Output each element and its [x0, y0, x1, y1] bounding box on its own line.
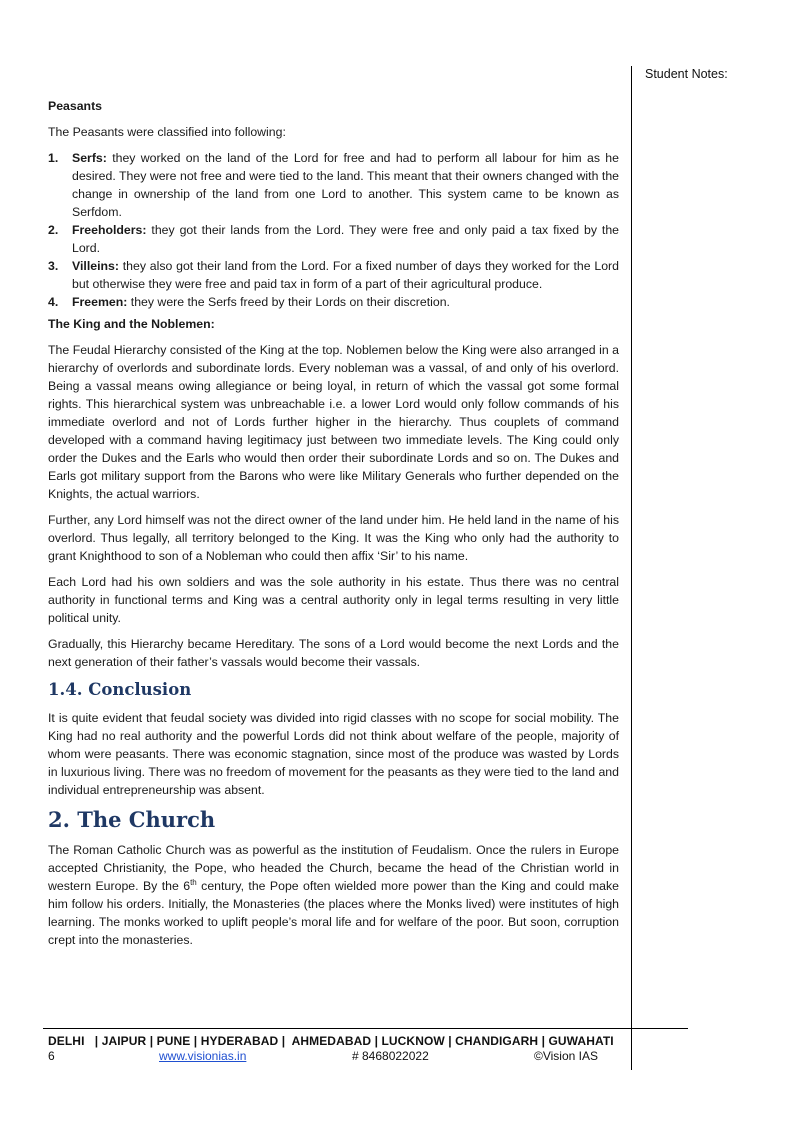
website-link[interactable]: www.visionias.in — [159, 1049, 247, 1063]
king-noblemen-heading: The King and the Noblemen: — [48, 317, 215, 331]
paragraph: Gradually, this Hierarchy became Hereditary. The sons of a Lord would become the next Lords and the next generation of their father’s vassals would become their vassals. — [48, 637, 619, 669]
paragraph: Each Lord had his own soldiers and was the sole authority in his estate. Thus there was no central authority in functional terms and King was a central authority only in legal terms resulting in very little political unity. — [48, 575, 619, 625]
list-item: 2. Freeholders: they got their lands from the Lord. They were free and only paid a tax fixed by the Lord. — [48, 223, 619, 255]
footer-row — [48, 1049, 628, 1067]
list-item: 4. Freemen: they were the Serfs freed by their Lords on their discretion. — [48, 295, 450, 309]
paragraph: Further, any Lord himself was not the direct owner of the land under him. He held land in the name of his overlord. Thus legally, all territory belonged to the King. It was the King who only had the authority to grant Knighthood to son of a Nobleman who could then affix ‘Sir’ to his name. — [48, 513, 619, 563]
conclusion-paragraph: It is quite evident that feudal society was divided into rigid classes with no scope for social mobility. The King had no real authority and the powerful Lords did not think about welfare of the people, majority of whom were peasants. There was economic stagnation, since most of the produce was wasted by Lords in luxurious living. There was no freedom of movement for the peasants as they were tied to the land and individual entrepreneurship was absent. — [48, 711, 619, 797]
peasants-heading: Peasants — [48, 99, 103, 113]
list-item: 3. Villeins: they also got their land from the Lord. For a fixed number of days they worked for the Lord but otherwise they were free and paid tax in form of a part of their agricultural produce. — [48, 259, 619, 291]
footer-divider — [43, 1028, 631, 1029]
paragraph: The Feudal Hierarchy consisted of the King at the top. Noblemen below the King were also arranged in a hierarchy of overlords and subordinate lords. Every nobleman was a vassal, of and only of his overlord. Being a vassal means owing allegiance or being loyal, in return of which the vassal got some formal rights. This hierarchical system was unbreachable i.e. a lower Lord would only follow commands of his immediate overlord and not of Lords further higher in the hierarchy. Thus couplets of command developed with a command having legitimacy just between two immediate levels. The King could only order the Dukes and the Earls who would then order their subordinate Lords and so on. The Dukes and Earls got military support from the Barons who were like Military Generals who further depended on the Knights, the actual warriors. — [48, 343, 619, 501]
peasant-list — [48, 149, 619, 311]
phone-number: # 8468022022 — [352, 1049, 429, 1063]
peasants-intro: The Peasants were classified into following: — [48, 125, 286, 139]
notes-divider-horizontal — [631, 1028, 688, 1029]
page-number: 6 — [48, 1049, 55, 1063]
notes-divider-vertical — [631, 66, 632, 1070]
conclusion-heading: 1.4. Conclusion — [48, 680, 192, 699]
church-heading: 2. The Church — [48, 807, 216, 832]
student-notes-label: Student Notes: — [645, 67, 728, 81]
church-paragraph: The Roman Catholic Church was as powerful as the institution of Feudalism. Once the rulers in Europe accepted Christianity, the Pope, who headed the Church, became the head of the Christian world in western Europe. By the 6th century, the Pope often wielded more power than the King and could make him follow his orders. Initially, the Monasteries (the places where the Monks lived) were institutes of high learning. The monks worked to uplift people’s moral life and for welfare of the poor. But soon, corruption crept into the monasteries. — [48, 843, 619, 947]
main-content — [48, 97, 619, 957]
copyright: ©Vision IAS — [534, 1049, 598, 1063]
list-item: 1. Serfs: they worked on the land of the Lord for free and had to perform all labour for him as he desired. They were not free and were tied to the land. This meant that their owners changed with the change in ownership of the land from one Lord to another. This system came to be known as Serfdom. — [48, 151, 619, 219]
footer-cities: DELHI | JAIPUR | PUNE | HYDERABAD | AHMEDABAD | LUCKNOW | CHANDIGARH | GUWAHATI — [48, 1034, 614, 1048]
footer — [48, 1034, 628, 1067]
